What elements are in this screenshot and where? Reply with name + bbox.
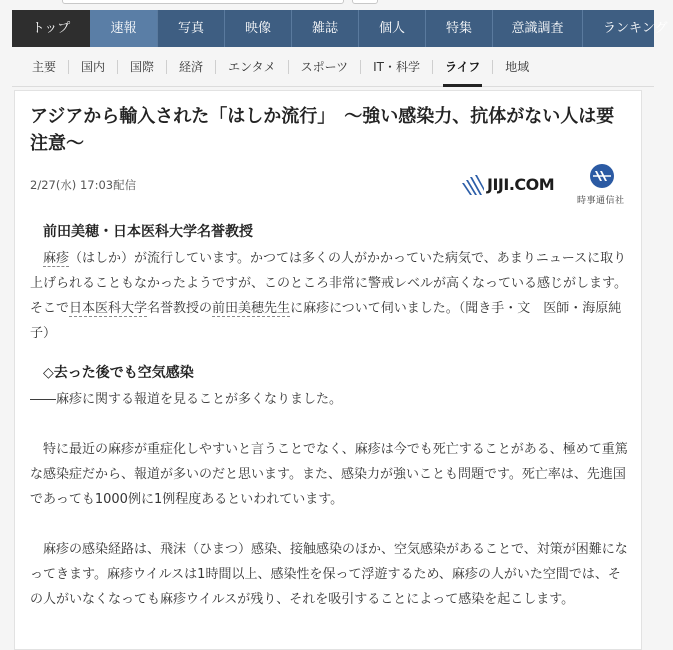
- search-button[interactable]: [352, 0, 378, 4]
- answer-paragraph-1: [30, 437, 632, 512]
- tab-individuals[interactable]: 個人: [359, 10, 426, 47]
- category-navigation: [12, 47, 654, 87]
- publisher-name: 時事通信社: [577, 196, 625, 206]
- professor-name-link[interactable]: 前田美穂先生: [212, 301, 291, 316]
- section-heading: ◇去った後でも空気感染: [43, 365, 194, 381]
- search-input[interactable]: [62, 0, 344, 4]
- category-entertainment[interactable]: エンタメ: [216, 60, 289, 74]
- answer-paragraph-2: [30, 537, 632, 612]
- answer-text-1: 特に最近の麻疹が重症化しやすいと言うことでなく、麻疹は今でも死亡することがある、極めて重篤な感染症だから、報道が多いのだと思います。また、感染力が強いことも問題です。死亡率は、先進国であっても1000例に1例程度あるといわれています。: [30, 442, 628, 507]
- tab-features[interactable]: 特集: [426, 10, 493, 47]
- search-strip: [0, 0, 654, 10]
- category-international[interactable]: 国際: [118, 60, 167, 74]
- tab-top[interactable]: トップ: [12, 10, 90, 47]
- tab-magazines[interactable]: 雑誌: [292, 10, 359, 47]
- publisher-wordmark: JIJI.COM: [487, 175, 555, 194]
- term-measles-link[interactable]: 麻疹: [43, 251, 70, 266]
- tab-photos[interactable]: 写真: [158, 10, 225, 47]
- question-paragraph: ――麻疹に関する報道を見ることが多くなりました。: [30, 392, 343, 407]
- category-sports[interactable]: スポーツ: [289, 60, 362, 74]
- category-life[interactable]: ライフ: [433, 60, 493, 74]
- intro-text-b: 名誉教授の: [147, 301, 213, 316]
- publisher-logo[interactable]: [461, 161, 633, 207]
- category-main[interactable]: 主要: [20, 60, 69, 74]
- category-local[interactable]: 地域: [505, 59, 530, 74]
- jiji-seal-icon: [589, 163, 615, 189]
- top-navigation: [12, 10, 668, 47]
- university-link[interactable]: 日本医科大学: [69, 301, 148, 316]
- tab-breaking[interactable]: 速報: [90, 10, 158, 47]
- article-title: アジアから輸入された「はしか流行」 〜強い感染力、抗体がない人は要注意〜: [30, 106, 615, 154]
- intro-text-a: （はしか）が流行しています。かつては多くの人がかかっていた病気で、あまりニュースに取り上げられることもなかったようですが、このところ非常に警戒レベルが高くなっている感じがします。そこで: [30, 251, 627, 316]
- tab-surveys[interactable]: 意識調査: [493, 10, 583, 47]
- tab-videos[interactable]: 映像: [225, 10, 292, 47]
- publish-date: 2/27(水) 17:03配信: [30, 178, 137, 192]
- category-economy[interactable]: 経済: [167, 60, 216, 74]
- intro-text-c: に麻疹について伺いました。（聞き手・文 医師・海原純子）: [30, 301, 622, 341]
- category-domestic[interactable]: 国内: [69, 60, 118, 74]
- answer-text-2: 麻疹の感染経路は、飛沫（ひまつ）感染、接触感染のほか、空気感染があることで、対策が困難になってきます。麻疹ウイルスは1時間以上、感染性を保って浮遊するため、麻疹の人がいた空間では、その人がいなくなっても麻疹ウイルスが残り、それを吸引することによって感染を起こします。: [30, 542, 628, 607]
- intro-paragraph: [30, 246, 632, 346]
- author-line: 前田美穂・日本医科大学名誉教授: [43, 224, 253, 240]
- category-it-science[interactable]: IT・科学: [361, 60, 433, 74]
- article: [14, 90, 642, 650]
- tab-ranking[interactable]: ランキング: [603, 21, 668, 36]
- jiji-stripes-icon: [461, 173, 485, 197]
